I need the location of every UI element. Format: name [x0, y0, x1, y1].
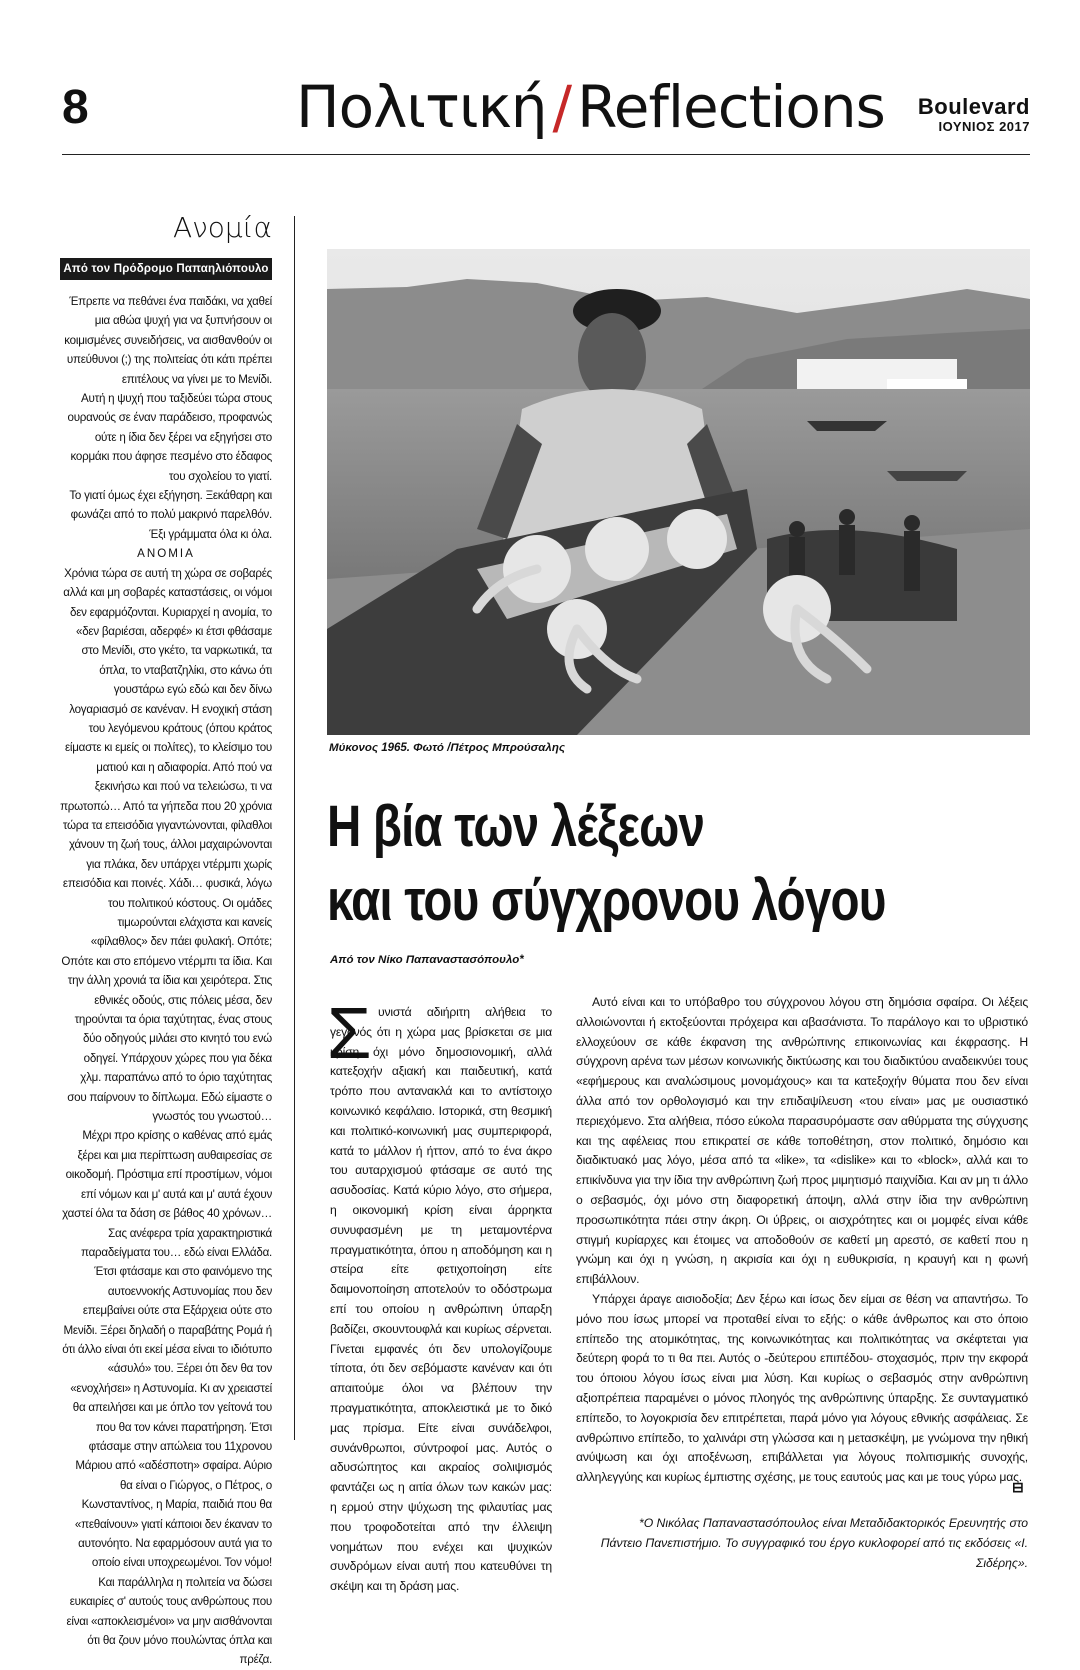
article-paragraph: Υπάρχει άραγε αισιοδοξία; Δεν ξέρω και ίσως δεν είμαι σε θέση να απαντήσω. Το μόνο που ίσως μπορεί να προταθεί είναι το εξής: ο κάθε άνθρωπος και στο όποιο επίπεδο της ατομικότητας, της κοινωνικότητας και πολιτικότητας να σκέφτεται για δεύτερη φορά το τι θα πει. Αυτός ο -δεύτερου επιπέδου- στοχασμός, πριν την εκφορά του όποιου λόγου ίσως είναι μια λύση. Και κυρίως ο σεβασμός στην ανθρώπινη αξιοπρέπεια παραμένει ο μόνος πλοηγός της ανθρώπινης ύπαρξης. Σε συνταγματικό επίπεδο, το λογοκρισία δεν επιτρέπεται, παρά μόνο για λόγους εθνικής ασφάλειας. Σε ανθρώπινο επίπεδο, το χαλινάρι στη γλώσσα και η μετασκέψη, με γνώμονα την ηθική ανύψωση και όχι αποξένωση, επιβάλλεται για λόγους πολιτισμικής συνοχής, αλληλεγγύης και κυρίως έμπιστης σχέσης, με τους εαυτούς μας και με τους γύρω μας.: [576, 1291, 1028, 1485]
section-title-english: Reflections: [577, 73, 885, 141]
photo-caption: Μύκονος 1965. Φωτό /Πέτρος Μπρούσαλης: [329, 742, 565, 754]
section-title: [296, 73, 885, 141]
header-divider: [62, 154, 1030, 155]
section-separator: /: [552, 73, 572, 141]
sidebar-paragraph: Και παράλληλα η πολιτεία να δώσει ευκαιρίες σ' αυτούς τους ανθρώπους που είναι «αποκλεισμένοι» να μην αισθάνονται ότι θα ζουν μόνο πουλώντας όπλα και πρέζα.: [66, 1575, 272, 1667]
article-byline: Από τον Νίκο Παπαναστασόπουλο*: [330, 954, 524, 966]
article-headline: [327, 790, 917, 938]
headline-line-1: Η βία των λέξεων: [327, 794, 705, 859]
sidebar-byline: Από τον Πρόδρομο Παπαηλιόπουλο: [60, 258, 272, 280]
sidebar-paragraph: Χρόνια τώρα σε αυτή τη χώρα σε σοβαρές αλλά και μη σοβαρές καταστάσεις, οι νόμοι δεν εφαρμόζονται. Κυριαρχεί η ανομία, το «δεν βαριέσαι, αδερφέ» κι έτσι φθάσαμε στο Μενίδι, στο γκέτο, τα ναρκωτικά, τα όπλα, το νταβατζηλίκι, στο κάνω ότι γουστάρω εγώ εδώ και δεν δίνω λογαριασμό σε κανέναν. Η ενοχική στάση του λεγόμενου κράτους (όπου κράτος είμαστε κι εμείς οι πολίτες), το κλείσιμο του ματιού και η αδιαφορία. Από πού να ξεκινήσω και πού να τελειώσω, τι να πρωτοπώ… Από τα γήπεδα που 20 χρόνια τώρα τα επεισόδια γιγαντώνονται, φίλαθλοι χάνουν τη ζωή τους, άλλοι μαχαιρώνονται για πλάκα, δεν υπάρχει ντέρμπι χωρίς επεισόδια και ποινές. Χάδι… φυσικά, λόγω του πολιτικού κόστους. Οι ομάδες τιμωρούνται ελάχιστα και κανείς «φίλαθλος» δεν πάει φυλακή. Οπότε; Οπότε και στο επόμενο ντέρμπι τα ίδια. Και την άλλη χρονιά τα ίδια και χειρότερα. Στις εθνικές οδούς, στις πόλεις μέσα, δεν τηρούνται τα όρια ταχύτητας, ένας στους δύο οδηγούς μιλάει στο κινητό του ενώ οδηγεί. Υπάρχουν χώρες που για δέκα χλμ. παραπάνω από το όριο ταχύτητας σου παίρνουν το δίπλωμα. Εδώ είμαστε ο γνωστός του γνωστού…: [60, 566, 272, 1124]
article-column-left: [330, 1003, 552, 1597]
sidebar-paragraph: Το γιατί όμως έχει εξήγηση. Ξεκάθαρη και φωνάζει από το πολύ μακρινό παρελθόν. Έξι γράμματα όλα κι όλα.: [69, 489, 272, 541]
headline-line-2: και του σύγχρονου λόγου: [327, 868, 886, 933]
end-of-article-icon: ⊟: [1012, 1479, 1024, 1495]
page-number: 8: [62, 81, 89, 134]
sidebar-paragraph: Μέχρι προ κρίσης ο καθένας από εμάς ξέρει και μια περίπτωση αυθαιρεσίας σε οικοδομή. Πρόστιμα επί προστίμων, νόμοι επί νόμων και μ' αυτά και μ' αυτά έχουν χαστεί όλα τα δάση σε βάθος 40 χρόνων… Σας ανέφερα τρία χαρακτηριστικά παραδείγματα του… εδώ είναι Ελλάδα. Έτσι φτάσαμε και στο φαινόμενο της αυτοεννοκής Αστυνομίας που δεν επεμβαίνει ούτε στα Εξάρχεια ούτε στο Μενίδι. Ξέρει δηλαδή ο παραβάτης Ρομά ή ότι άλλο είναι ότι εκεί μέσα είναι το ιδιότυπο «άσυλό» του. Ξέρει ότι δεν θα τον «ενοχλήσει» η Αστυνομία. Κι αν χρειαστεί θα απειλήσει και με όπλο τον γείτονά του που θα τον κάνει παρατήρηση. Έτσι φτάσαμε στην απώλεια του 11χρονου Μάριου από «αδέσποτη» σφαίρα. Αύριο θα είναι ο Γιώργος, ο Πέτρος, ο Κωνσταντίνος, η Μαρία, παιδιά που θα «πεθαίνουν» γιατί κάποιοι δεν έκαναν το αυτονόητο. Να εφαρμόσουν αυτά για το οποίο είναι υποχρεωμένοι. Τον νόμο!: [62, 1129, 272, 1570]
sidebar-keyword: ΑΝΟΜΙΑ: [137, 547, 195, 561]
drop-cap: Σ: [327, 994, 372, 1074]
brand-masthead: [918, 96, 1030, 133]
issue-date: ΙΟΥΝΙΟΣ 2017: [938, 119, 1030, 134]
article-column-right: [576, 993, 1028, 1488]
column-divider: [294, 216, 295, 1440]
sidebar-paragraph: Έπρεπε να πεθάνει ένα παιδάκι, να χαθεί μια αθώα ψυχή για να ξυπνήσουν οι κοιμισμένες συνειδήσεις, να αισθανθούν οι υπεύθυνοι (;) της πολιτείας ότι κάτι πρέπει επιτέλους να γίνει με το Μενίδι.: [64, 295, 272, 386]
brand-name: Boulevard: [917, 94, 1030, 119]
article-paragraph: Αυτό είναι και το υπόβαθρο του σύγχρονου λόγου στη δημόσια σφαίρα. Οι λέξεις αλλοιώνονται ή εκτοξεύονται πρόχειρα και αβασάνιστα. Το παράλογο και το υβριστικό ελλοχεύουν σε κάθε έκφανση της ανθρώπινης επικοινωνίας και έκφρασης. Η σύγχρονη αρένα των μέσων κοινωνικής δικτύωσης και του διαδικτύου αναδεικνύει τους «εφήμερους και αναλώσιμους μονομάχους» και τα κατεξοχήν θύματα που δεν είναι άλλα από τον ορθολογισμό και την επιδαψίλευση «του είναι» μας με ουσιαστικό περιεχόμενο. Στα αλήθεια, πόσο εύκολα παρασυρόμαστε σαν αθύρματα της σύγχυσης και της αφέλειας που επικρατεί σε κάθε τοποθέτηση, στον πολιτικό, δημόσιο και διαδικτυακό μας λόγο, μέσα από τα «like», τα «dislike» και το «block», αλλά και το επικίνδυνα για την ίδια την ανθρώπινη ζωή προς μιμητισμό παιχνίδια. Και αν μη τι άλλο ο σεβασμός, όχι μόνο στη διαφορετική άποψη, αλλά στην ίδια την ανθρώπινη προσωπικότητα πάει στην άκρη. Οι ύβρεις, οι αισχρότητες και οι μομφές είναι κάθε στιγμή κυρίαρχες και έτοιμες να αποδοθούν σε καθετί μη αρεστό, σε καθετί που η γνώμη και όχι η γνώση, η ακρισία και όχι η ευθυκρισία, η κραυγή και η φωνή επιβάλλουν.: [576, 995, 1028, 1287]
sidebar-paragraph: Αυτή η ψυχή που ταξιδεύει τώρα στους ουρανούς σε έναν παράδεισο, προφανώς ούτε η ίδια δεν ξέρει να εξηγήσει στο κορμάκι που άφησε πεσμένο στο έδαφος του σχολείου το γιατί.: [67, 392, 272, 483]
sidebar-article-body: [60, 292, 272, 1670]
sidebar-title: Ανομία: [172, 211, 272, 244]
article-paragraph: υνιστά αδιήριτη αλήθεια το γεγονός ότι η χώρα μας βρίσκεται σε μια κρίση, όχι μόνο δημοσιονομική, αλλά κατεξοχήν αξιακή και παιδευτική, κατά τρόπο που αντανακλά και το αντίστοιχο κοινωνικό κεφάλαιο. Ιστορικά, στη θεσμική και πολιτικό-κοινωνική μας συμπεριφορά, κατά το μάλλον ή ήττον, από το ένα άκρο του αυταρχισμού φτάσαμε σε αυτό της ασυδοσίας. Κατά κύριο λόγο, στο σήμερα, η οικονομική κρίση είναι άρρηκτα συνυφασμένη με τη μεταμοντέρνα πραγματικότητα, όπου η αποδόμηση και η στείρα είτε φετιχοποίηση είτε δαιμονοποίηση αποτελούν το οδόστρωμα επί του οποίου η ανθρώπινη ύπαρξη βαδίζει, σκουντουφλά και κυρίως σέρνεται. Γίνεται εμφανές ότι δεν υπολογίζουμε τίποτα, ότι δεν σεβόμαστε κανέναν και ότι απαιτούμε όλοι να βλέπουν την πραγματικότητα, αποκλειστικά με το δικό μας πρίσμα. Είτε είναι συνάδελφοι, συνάνθρωποι, σύντροφοί μας. Αυτός ο αδυσώπητος και ακραίος σολιψισμός φαντάζει ως η αιτία όλων των κακών μας: η ερμού στην ψύχωση της φιλαυτίας μας που τροφοδοτείται από την έλλειψη νοημάτων που ενέχει και ψυχικών συνδρόμων είναι αυτή που κατευθύνει τη σκέψη και τη δράση μας.: [330, 1005, 552, 1594]
article-photo: [327, 249, 1030, 735]
section-title-greek: Πολιτική: [296, 73, 547, 141]
author-footnote: *Ο Νικόλας Παπαναστασόπουλος είναι Μεταδιδακτορικός Ερευνητής στο Πάντειο Πανεπιστήμιο. Το συγγραφικό του έργο κυκλοφορεί από τις εκδόσεις «Ι. Σιδέρης».: [600, 1516, 1028, 1570]
